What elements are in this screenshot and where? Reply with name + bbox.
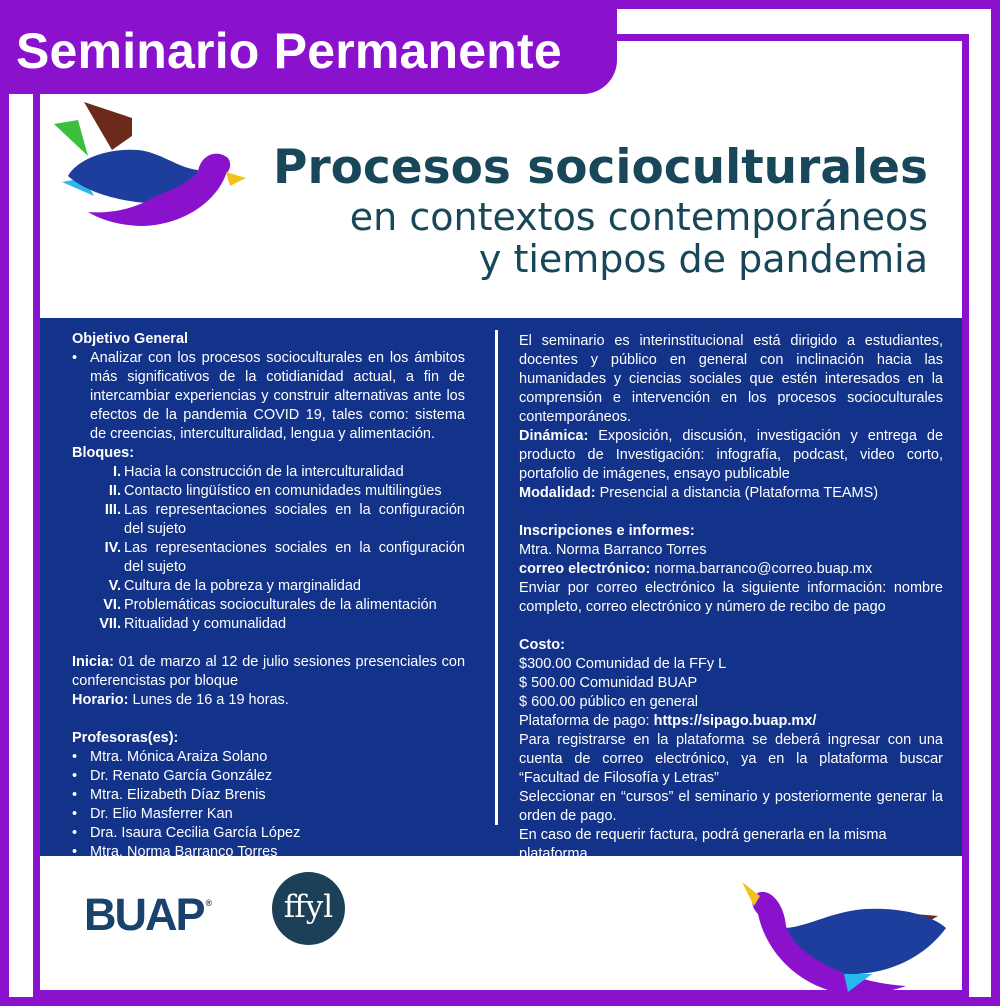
- dinamica-label: Dinámica:: [519, 428, 589, 444]
- bloque-number: IV.: [104, 540, 121, 556]
- inicio-text: 01 de marzo al 12 de julio sesiones presenciales con conferencistas por bloque: [72, 654, 466, 689]
- profesor-item: • Mtra. Mónica Araiza Solano: [72, 748, 465, 767]
- bloque-text: Hacia la construcción de la interculturalidad: [124, 464, 404, 480]
- costo-item: $ 600.00 público en general: [519, 694, 698, 710]
- bloque-text: Cultura de la pobreza y marginalidad: [124, 578, 361, 594]
- profesor-item: • Mtra. Elizabeth Díaz Brenis: [72, 786, 465, 805]
- factura-text: En caso de requerir factura, podrá generarla en la misma plataforma.: [519, 827, 887, 862]
- plataforma-line: [519, 712, 943, 731]
- buap-logo-text: BUAP: [84, 889, 204, 940]
- bloque-number: V.: [108, 578, 121, 594]
- seleccionar-text: Seleccionar en “cursos” el seminario y posteriormente generar la orden de pago.: [519, 789, 943, 824]
- bloque-item: [72, 501, 465, 539]
- contacto-nombre: Mtra. Norma Barranco Torres: [519, 542, 707, 558]
- title-block: [273, 140, 928, 280]
- bloque-number: III.: [104, 502, 121, 518]
- inscripciones-heading: Inscripciones e informes:: [519, 523, 695, 539]
- bird-icon: [48, 98, 258, 228]
- objetivo-list: [72, 349, 465, 444]
- costo-item: $ 500.00 Comunidad BUAP: [519, 675, 698, 691]
- bloque-number: VII.: [99, 616, 121, 632]
- bloque-item: [72, 482, 465, 501]
- plataforma-url[interactable]: https://sipago.buap.mx/: [653, 713, 817, 729]
- bloque-number: II.: [108, 483, 121, 499]
- costo-heading: Costo:: [519, 637, 565, 653]
- tab-title: Seminario Permanente: [16, 23, 562, 79]
- intro-text: El seminario es interinstitucional está dirigido a estudiantes, docentes y público en general con inclinación hacia las humanidades y ciencias sociales que estén interesados en la comprensión e intervención en los procesos socioculturales contemporáneos.: [519, 333, 943, 425]
- horario-text: Lunes de 16 a 19 horas.: [132, 692, 289, 708]
- registro-text: Para registrarse en la plataforma se deberá ingresar con una cuenta de correo electrónico, ya en la plataforma buscar “Facultad de Filosofía y Letras”: [519, 732, 943, 786]
- profesor-item: • Dr. Elio Masferrer Kan: [72, 805, 465, 824]
- buap-registered-mark: ®: [205, 898, 213, 908]
- profesores-heading: Profesoras(es):: [72, 730, 179, 746]
- bloque-number: I.: [112, 464, 121, 480]
- costo-item: $300.00 Comunidad de la FFy L: [519, 656, 727, 672]
- header-tab: [0, 0, 617, 94]
- objetivo-text: • Analizar con los procesos socioculturales en los ámbitos más significativos de la cotidianidad actual, a fin de intercambiar experiencias y construir alternativas ante los efectos de la pandemia COVID 19, tales como: sistema de creencias, interculturalidad, lengua y alimentación.: [72, 349, 465, 444]
- bloques-heading: Bloques:: [72, 445, 135, 461]
- inicio-label: Inicia:: [72, 654, 114, 670]
- column-divider: [495, 330, 498, 825]
- modalidad-label: Modalidad:: [519, 485, 596, 501]
- plataforma-label: Plataforma de pago:: [519, 713, 650, 729]
- horario-line: [72, 691, 465, 710]
- dinamica-text: Exposición, discusión, investigación y entrega de producto de Investigación: infografía, podcast, video corto, portafolio de imágenes, ensayo publicable: [519, 428, 944, 482]
- bloque-text: Las representaciones sociales en la configuración del sujeto: [124, 502, 465, 537]
- bloque-item: [72, 615, 465, 634]
- horario-label: Horario:: [72, 692, 129, 708]
- bloque-text: Las representaciones sociales en la configuración del sujeto: [124, 540, 465, 575]
- bloque-number: VI.: [103, 597, 121, 613]
- bloques-list: [72, 463, 465, 634]
- bloque-item: [72, 596, 465, 615]
- title-line-1: Procesos socioculturales: [273, 140, 928, 195]
- buap-logo: [84, 889, 212, 941]
- modalidad-text: Presencial a distancia (Plataforma TEAMS): [599, 485, 879, 501]
- bloque-text: Problemáticas socioculturales de la alimentación: [124, 597, 437, 613]
- enviar-text: Enviar por correo electrónico la siguiente información: nombre completo, correo electrónico y número de recibo de pago: [519, 580, 943, 615]
- bloque-text: Contacto lingüístico en comunidades multilingües: [124, 483, 442, 499]
- title-line-2: en contextos contemporáneos: [349, 195, 928, 239]
- info-panel: [40, 318, 962, 862]
- left-column: [72, 330, 465, 862]
- dinamica-line: [519, 427, 943, 484]
- profesor-item: • Dr. Renato García González: [72, 767, 465, 786]
- bloque-item: [72, 463, 465, 482]
- modalidad-line: [519, 484, 943, 503]
- bloque-item: [72, 539, 465, 577]
- correo-value[interactable]: norma.barranco@correo.buap.mx: [654, 561, 873, 577]
- bloque-item: [72, 577, 465, 596]
- correo-line: [519, 560, 943, 579]
- bloque-text: Ritualidad y comunalidad: [124, 616, 287, 632]
- ffyl-logo: [272, 872, 345, 945]
- inicio-line: [72, 653, 465, 691]
- title-line-3: y tiempos de pandemia: [478, 237, 928, 281]
- correo-label: correo electrónico:: [519, 561, 651, 577]
- profesor-item: • Dra. Isaura Cecilia García López: [72, 824, 465, 843]
- profesor-item: • Mtra. Norma Barranco Torres: [72, 843, 465, 862]
- objetivo-heading: Objetivo General: [72, 331, 189, 347]
- ffyl-logo-text: ffyl: [283, 888, 334, 925]
- bird-icon: [742, 866, 968, 998]
- right-column: [519, 332, 943, 864]
- profesores-list: [72, 748, 465, 862]
